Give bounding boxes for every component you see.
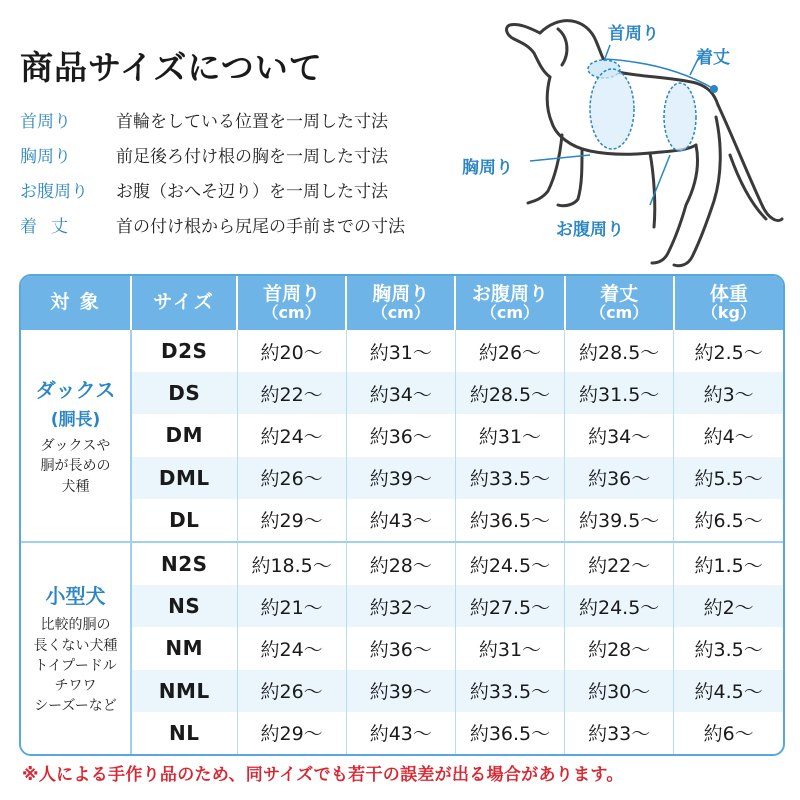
table-row (21, 542, 783, 585)
size-cell: DS (131, 372, 237, 414)
length-cell: 約28～ (565, 627, 674, 669)
definition-row-chest (20, 137, 480, 172)
definition-term: 胸周り (20, 147, 71, 167)
neck-cell: 約26～ (237, 457, 346, 499)
length-cell: 約30～ (565, 670, 674, 712)
belly-cell: 約26～ (455, 330, 564, 372)
length-cell: 約36～ (565, 457, 674, 499)
weight-cell: 約2.5～ (694, 341, 763, 364)
page-title: 商品サイズについて (20, 48, 323, 87)
header-target: 対 象 (21, 276, 131, 330)
group-name: ダックス (35, 378, 116, 403)
definition-term: 首周り (20, 112, 71, 132)
length-cell: 約22～ (565, 542, 674, 585)
length-cell: 約39.5～ (565, 499, 674, 542)
length-cell: 約24.5～ (565, 585, 674, 627)
header-chest: 胸周り （cm） (346, 276, 455, 330)
belly-cell: 約31～ (455, 414, 564, 456)
definition-row-neck (20, 102, 480, 137)
length-cell: 約33～ (565, 712, 674, 754)
chest-cell: 約39～ (346, 670, 455, 712)
table-row (21, 330, 783, 372)
size-cell: D2S (131, 330, 237, 372)
weight-cell: 約2～ (674, 585, 783, 627)
weight-cell: 約4～ (703, 425, 754, 448)
neck-cell: 約21～ (237, 585, 346, 627)
length-cell: 約28.5～ (565, 330, 674, 372)
chest-cell: 約36～ (346, 627, 455, 669)
chest-cell: 約39～ (346, 457, 455, 499)
neck-cell: 約24～ (237, 414, 346, 456)
table-row (21, 670, 783, 712)
belly-cell: 約28.5～ (455, 372, 564, 414)
table-row (21, 585, 783, 627)
chest-cell: 約32～ (346, 585, 455, 627)
neck-cell: 約18.5～ (237, 542, 346, 585)
size-cell: N2S (131, 542, 237, 585)
chest-cell: 約43～ (346, 499, 455, 542)
weight-cell: 約6～ (703, 723, 754, 746)
length-cell: 約34～ (565, 414, 674, 456)
belly-cell: 約36.5～ (455, 499, 564, 542)
definition-list (20, 102, 480, 242)
chest-cell: 約34～ (346, 372, 455, 414)
neck-cell: 約22～ (237, 372, 346, 414)
group-sub: (胴長) (50, 410, 101, 431)
table-row (21, 457, 783, 499)
belly-cell: 約31～ (455, 627, 564, 669)
table-row (21, 414, 783, 456)
chest-cell: 約36～ (346, 414, 455, 456)
belly-cell: 約33.5～ (455, 457, 564, 499)
dog-illustration (462, 5, 790, 275)
table-row (21, 499, 783, 542)
chest-cell: 約31～ (346, 330, 455, 372)
length-end-icon (710, 85, 718, 93)
dog-label-belly: お腹周り (556, 220, 624, 240)
chest-cell: 約28～ (346, 542, 455, 585)
neck-cell: 約24～ (237, 627, 346, 669)
neck-cell: 約26～ (237, 670, 346, 712)
table-header-row (21, 276, 783, 330)
definition-desc: 首輪をしている位置を一周した寸法 (116, 112, 388, 132)
weight-cell: 約5.5～ (674, 457, 783, 499)
neck-cell: 約29～ (237, 712, 346, 754)
dog-label-neck: 首周り (608, 24, 659, 44)
header-weight: 体重 （kg） (674, 276, 783, 330)
definition-row-belly (20, 172, 480, 207)
size-cell: DML (131, 457, 237, 499)
table-row (21, 372, 783, 414)
group-desc: ダックスや 胴が長めの 犬種 (40, 438, 111, 495)
group-desc: 比較的胴の 長くない犬種 トイプードル チワワ シーズーなど (33, 617, 118, 715)
size-cell: NS (131, 585, 237, 627)
weight-cell: 約6.5～ (694, 510, 763, 533)
group-cell (21, 330, 131, 542)
length-cell: 約31.5～ (565, 372, 674, 414)
weight-cell: 約1.5～ (674, 542, 783, 585)
size-cell: DL (131, 499, 237, 542)
size-table (19, 274, 785, 756)
table-row (21, 627, 783, 669)
belly-cell: 約27.5～ (455, 585, 564, 627)
neck-cell: 約20～ (237, 330, 346, 372)
weight-cell: 約3～ (674, 372, 783, 414)
belly-cell: 約33.5～ (455, 670, 564, 712)
header-neck: 首周り （cm） (237, 276, 346, 330)
header-belly: お腹周り （cm） (455, 276, 564, 330)
size-cell: NL (131, 712, 237, 754)
weight-cell: 約3.5～ (694, 638, 763, 661)
belly-band-icon (664, 83, 696, 151)
dog-outline-icon (500, 5, 790, 275)
definition-desc: 前足後ろ付け根の胸を一周した寸法 (116, 147, 388, 167)
group-cell (21, 542, 131, 754)
definition-term: お腹周り (20, 182, 88, 202)
dog-label-length: 着丈 (696, 48, 730, 68)
header-length: 着丈 （cm） (565, 276, 674, 330)
definition-desc: お腹（おへそ辺り）を一周した寸法 (116, 182, 388, 202)
weight-cell: 約4.5～ (674, 670, 783, 712)
chest-cell: 約43～ (346, 712, 455, 754)
definition-row-length (20, 207, 480, 242)
dog-label-chest: 胸周り (462, 158, 513, 178)
table-row (21, 712, 783, 754)
size-cell: NM (131, 627, 237, 669)
definition-term: 着丈 (20, 217, 82, 237)
header-size: サイズ (131, 276, 237, 330)
chest-band-icon (590, 69, 634, 149)
neck-cell: 約29～ (237, 499, 346, 542)
footnote: ※人による手作り品のため、同サイズでも若干の誤差が出る場合があります。 (22, 765, 624, 785)
belly-cell: 約36.5～ (455, 712, 564, 754)
group-name: 小型犬 (45, 584, 106, 609)
definition-desc: 首の付け根から尻尾の手前までの寸法 (116, 217, 405, 237)
size-cell: DM (131, 414, 237, 456)
belly-cell: 約24.5～ (455, 542, 564, 585)
size-cell: NML (131, 670, 237, 712)
